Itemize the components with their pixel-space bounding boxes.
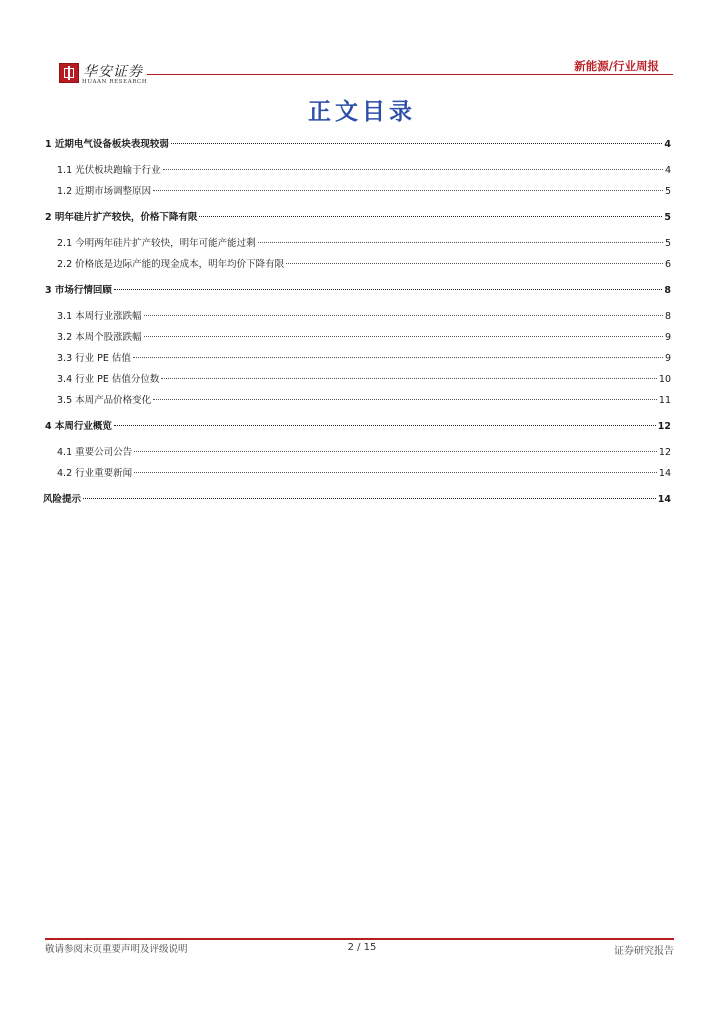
toc-leader <box>161 378 657 379</box>
toc-entry-page: 9 <box>664 353 671 364</box>
toc-entry-label: 3.3 行业 PE 估值 <box>57 353 131 364</box>
toc-entry[interactable] <box>45 136 671 150</box>
toc-entry-page: 5 <box>664 212 671 223</box>
toc-entry[interactable] <box>45 183 671 197</box>
footer-divider <box>45 938 674 940</box>
toc-entry-label: 2.2 价格底是边际产能的现金成本，明年均价下降有限 <box>57 259 285 270</box>
toc-leader <box>134 472 657 473</box>
toc-entry-page: 14 <box>657 494 671 505</box>
toc-entry[interactable] <box>45 350 671 364</box>
report-type: 新能源/行业周报 <box>574 59 659 73</box>
toc-leader <box>286 263 663 264</box>
toc-entry[interactable] <box>45 235 671 249</box>
toc-entry-label: 3.2 本周个股涨跌幅 <box>57 332 142 343</box>
toc-entry-label: 4 本周行业概览 <box>45 421 112 432</box>
toc-entry[interactable] <box>45 444 671 458</box>
toc-entry-page: 11 <box>658 395 671 406</box>
toc-entry[interactable] <box>45 282 671 296</box>
toc-entry-label: 3.1 本周行业涨跌幅 <box>57 311 142 322</box>
toc-entry[interactable] <box>45 465 671 479</box>
toc-leader <box>199 216 662 217</box>
toc-entry-label: 3.4 行业 PE 估值分位数 <box>57 374 160 385</box>
toc-entry[interactable] <box>45 371 671 385</box>
toc-leader <box>134 451 657 452</box>
toc-entry-label: 4.1 重要公司公告 <box>57 447 133 458</box>
toc-entry-label: 2.1 今明两年硅片扩产较快，明年可能产能过剩 <box>57 238 256 249</box>
toc-entry-page: 8 <box>664 311 671 322</box>
toc-entry[interactable] <box>45 162 671 176</box>
footer-disclaimer: 敬请参阅末页重要声明及评级说明 <box>45 944 188 955</box>
toc-leader <box>163 169 663 170</box>
toc-entry[interactable] <box>45 308 671 322</box>
toc-entry[interactable] <box>45 329 671 343</box>
toc-leader <box>258 242 663 243</box>
toc-entry-page: 5 <box>664 186 671 197</box>
toc-entry[interactable] <box>43 491 671 505</box>
toc-entry-page: 10 <box>658 374 671 385</box>
logo-text-cn: 华安证券 <box>83 64 143 80</box>
toc-entry-page: 5 <box>664 238 671 249</box>
toc-entry-label: 2 明年硅片扩产较快，价格下降有限 <box>45 212 198 223</box>
page-indicator: 2 / 15 <box>347 942 377 953</box>
toc-leader <box>114 425 656 426</box>
toc-leader <box>153 399 657 400</box>
logo-text-en: HUAAN RESEARCH <box>82 79 148 85</box>
toc-entry-page: 4 <box>664 165 671 176</box>
toc-entry-page: 8 <box>664 285 671 296</box>
toc-leader <box>83 498 656 499</box>
toc-entry-label: 1.2 近期市场调整原因 <box>57 186 152 197</box>
toc-entry-page: 4 <box>664 139 671 150</box>
toc-entry[interactable] <box>45 418 671 432</box>
footer-doc-type: 证券研究报告 <box>614 946 674 957</box>
huaan-logo-icon <box>59 63 79 83</box>
toc-entry[interactable] <box>45 256 671 270</box>
toc-entry-page: 12 <box>658 447 671 458</box>
toc-leader <box>133 357 663 358</box>
toc-entry-page: 14 <box>658 468 671 479</box>
toc-entry[interactable] <box>45 392 671 406</box>
table-of-contents <box>45 136 671 505</box>
toc-leader <box>114 289 662 290</box>
toc-entry-label: 1 近期电气设备板块表现较弱 <box>45 139 169 150</box>
toc-leader <box>171 143 662 144</box>
header-divider <box>147 74 673 75</box>
toc-entry-label: 风险提示 <box>43 494 82 505</box>
toc-entry-label: 3 市场行情回顾 <box>45 285 112 296</box>
toc-leader <box>153 190 663 191</box>
toc-entry-label: 4.2 行业重要新闻 <box>57 468 133 479</box>
toc-entry[interactable] <box>45 209 671 223</box>
toc-entry-page: 12 <box>657 421 671 432</box>
toc-title: 正文目录 <box>308 99 416 125</box>
toc-entry-label: 3.5 本周产品价格变化 <box>57 395 152 406</box>
toc-leader <box>144 336 663 337</box>
toc-entry-page: 6 <box>664 259 671 270</box>
toc-leader <box>144 315 663 316</box>
page-header <box>45 55 673 95</box>
toc-entry-label: 1.1 光伏板块跑输于行业 <box>57 165 161 176</box>
toc-entry-page: 9 <box>664 332 671 343</box>
